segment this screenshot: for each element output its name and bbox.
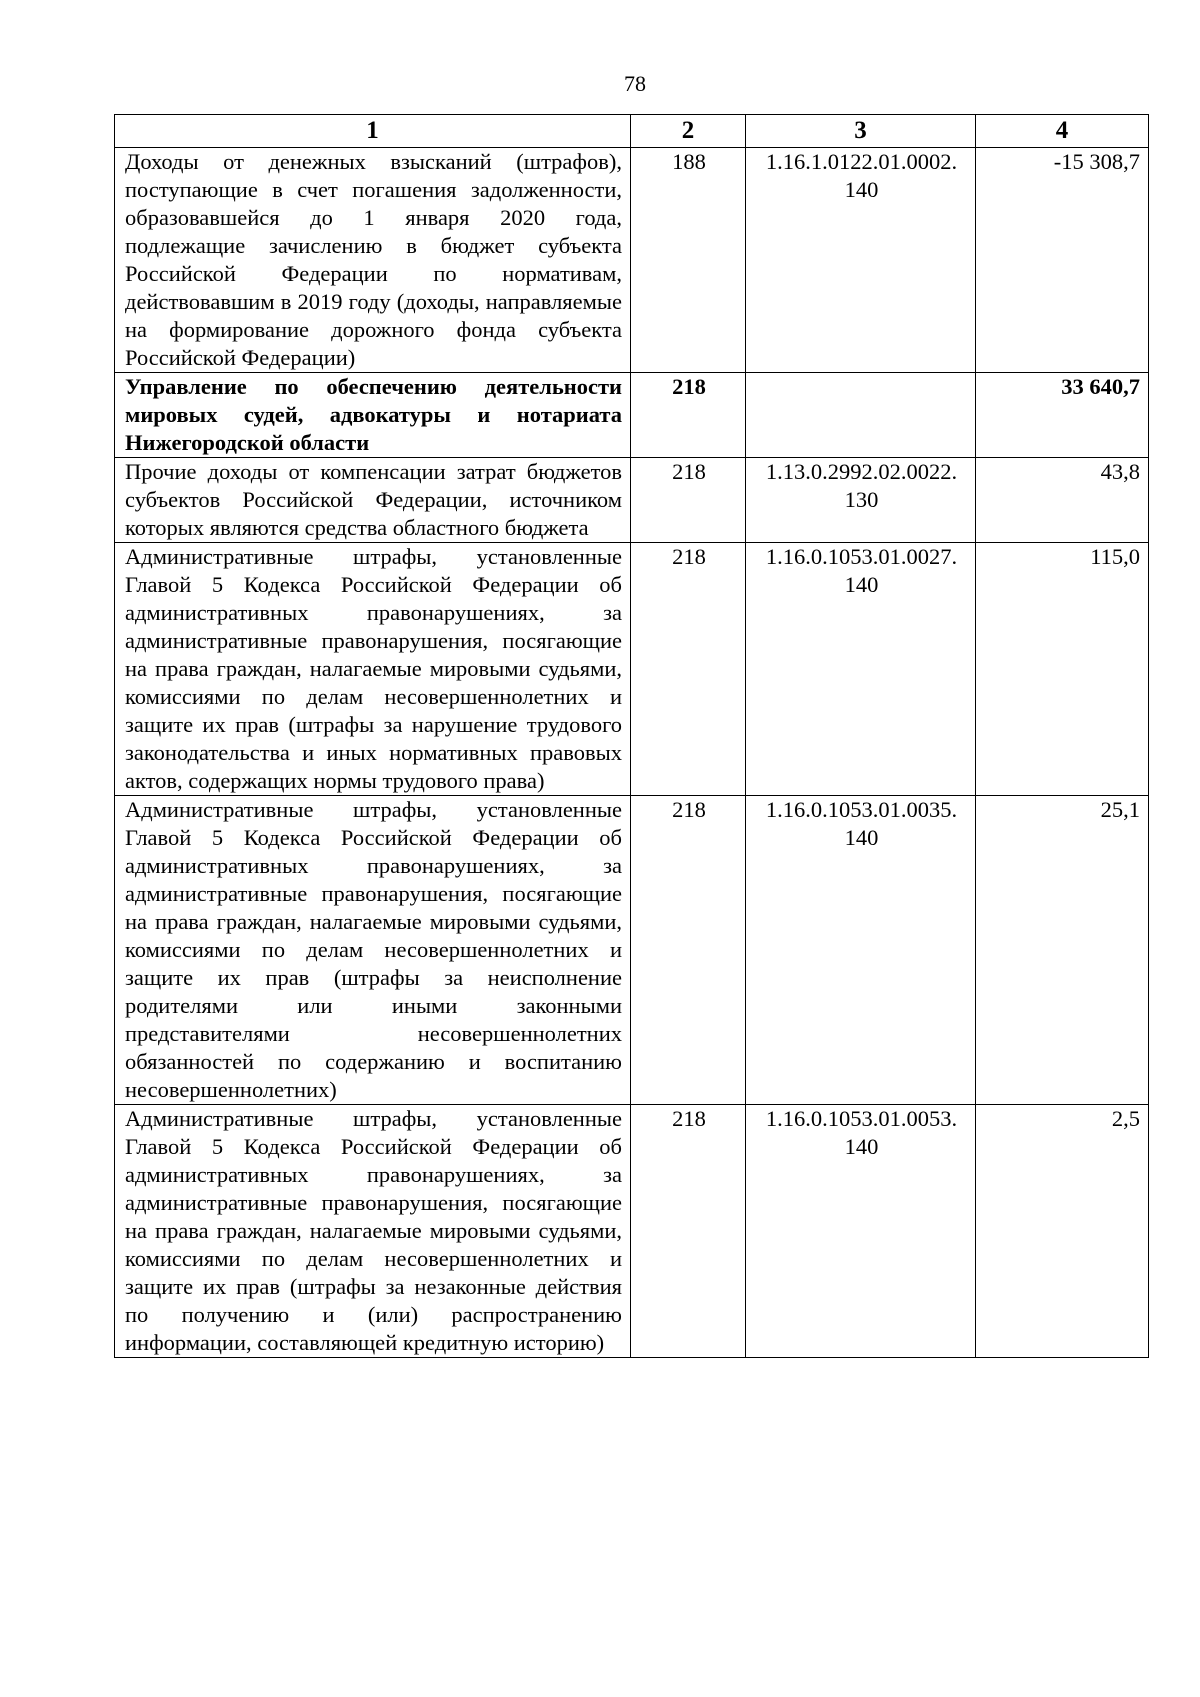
table-row [115,1105,1149,1358]
column-header-2: 2 [631,115,746,148]
row-admin-code: 218 [631,543,746,796]
budget-code-part-1: 1.16.0.1053.01.0035. [765,797,958,822]
row-admin-code: 218 [631,1105,746,1358]
revenue-table [114,114,1149,1358]
table-row [115,148,1149,373]
row-amount: -15 308,7 [976,148,1149,373]
budget-code-part-2: 140 [844,825,879,850]
row-budget-code [746,543,976,796]
row-admin-code: 188 [631,148,746,373]
budget-code-part-2: 140 [844,177,879,202]
table-header-row [115,115,1149,148]
row-description: Доходы от денежных взысканий (штрафов), поступающие в счет погашения задолженности, образовавшейся до 1 января 2020 года, подлежащие зачислению в бюджет субъекта Российской Федерации по нормативам, действовавшим в 2019 году (доходы, направляемые на формирование дорожного фонда субъекта Российской Федерации) [115,148,631,373]
row-description: Административные штрафы, установленные Главой 5 Кодекса Российской Федерации об административных правонарушениях, за административные правонарушения, посягающие на права граждан, налагаемые мировыми судьями, комиссиями по делам несовершеннолетних и защите их прав (штрафы за незаконные действия по получению и (или) распространению информации, составляющей кредитную историю) [115,1105,631,1358]
row-budget-code [746,148,976,373]
row-description: Административные штрафы, установленные Главой 5 Кодекса Российской Федерации об административных правонарушениях, за административные правонарушения, посягающие на права граждан, налагаемые мировыми судьями, комиссиями по делам несовершеннолетних и защите их прав (штрафы за нарушение трудового законодательства и иных нормативных правовых актов, содержащих нормы трудового права) [115,543,631,796]
column-header-1: 1 [115,115,631,148]
table-row-section-total [115,373,1149,458]
row-description: Административные штрафы, установленные Главой 5 Кодекса Российской Федерации об административных правонарушениях, за административные правонарушения, посягающие на права граждан, налагаемые мировыми судьями, комиссиями по делам несовершеннолетних и защите их прав (штрафы за неисполнение родителями или иными законными представителями несовершеннолетних обязанностей по содержанию и воспитанию несовершеннолетних) [115,796,631,1105]
budget-code-part-1: 1.13.0.2992.02.0022. [765,459,958,484]
row-amount: 43,8 [976,458,1149,543]
table-row [115,543,1149,796]
budget-code-part-2: 140 [844,572,879,597]
budget-code-part-1: 1.16.0.1053.01.0027. [765,544,958,569]
row-admin-code: 218 [631,458,746,543]
page-number: 78 [624,71,646,96]
budget-code-part-2: 130 [844,487,879,512]
row-budget-code [746,796,976,1105]
table-row [115,796,1149,1105]
row-description: Управление по обеспечению деятельности мировых судей, адвокатуры и нотариата Нижегородской области [115,373,631,458]
row-admin-code: 218 [631,373,746,458]
column-header-4: 4 [976,115,1149,148]
row-budget-code [746,458,976,543]
budget-code-part-1: 1.16.1.0122.01.0002. [765,149,958,174]
budget-code-part-2: 140 [844,1134,879,1159]
row-amount: 2,5 [976,1105,1149,1358]
row-budget-code [746,1105,976,1358]
budget-code-part-1: 1.16.0.1053.01.0053. [765,1106,958,1131]
column-header-3: 3 [746,115,976,148]
table-row [115,458,1149,543]
row-description: Прочие доходы от компенсации затрат бюджетов субъектов Российской Федерации, источником которых являются средства областного бюджета [115,458,631,543]
row-amount: 33 640,7 [976,373,1149,458]
row-amount: 25,1 [976,796,1149,1105]
row-budget-code [746,373,976,458]
row-admin-code: 218 [631,796,746,1105]
row-amount: 115,0 [976,543,1149,796]
